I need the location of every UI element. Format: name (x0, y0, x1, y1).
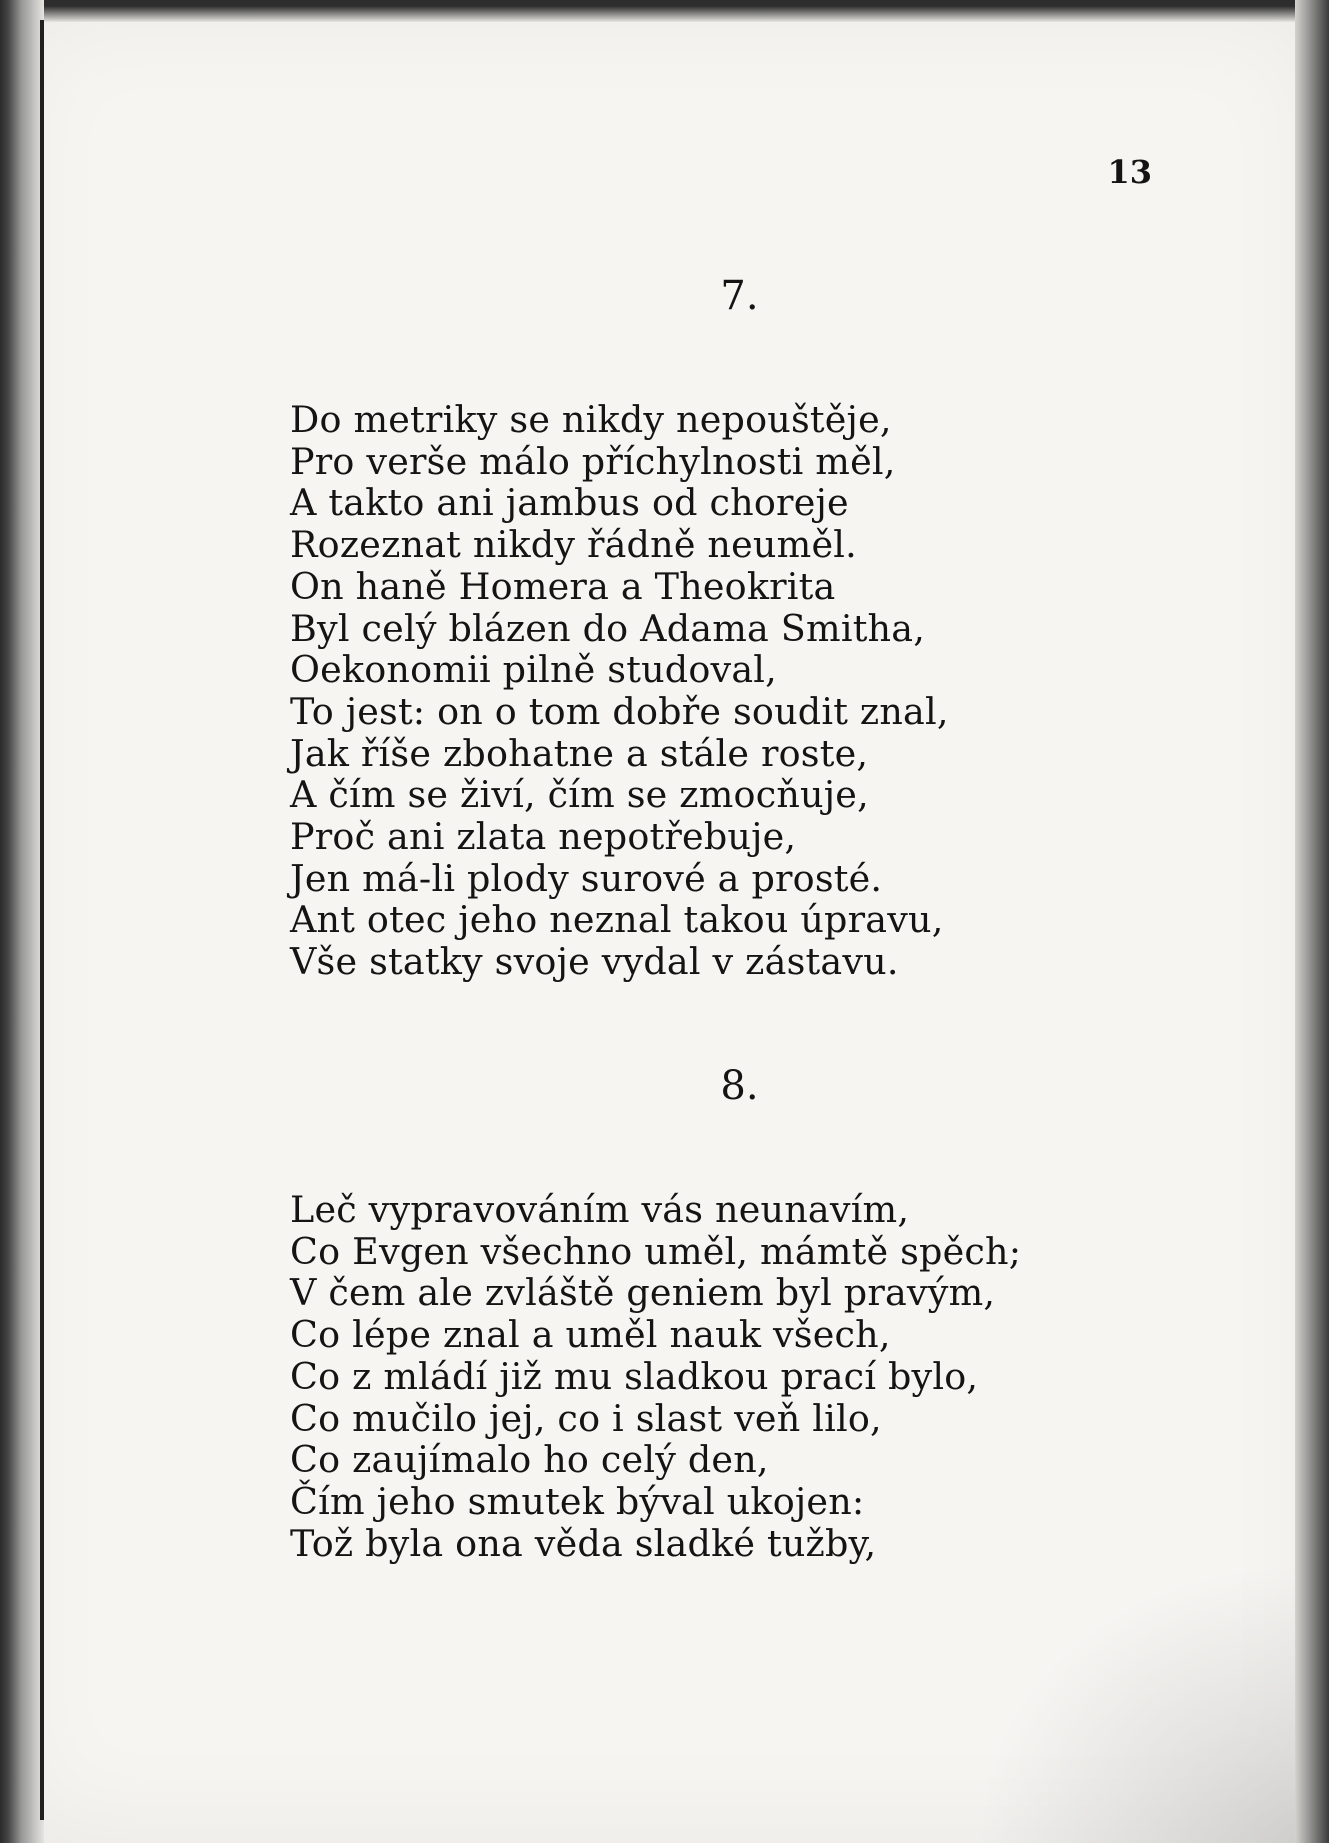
stanza-8 (290, 1189, 1050, 1564)
verse-line: Čím jeho smutek býval ukojen: (290, 1479, 865, 1523)
section-number-7: 7. (720, 273, 759, 319)
verse-line: Co zaujímalo ho celý den, (290, 1438, 769, 1482)
verse-line: A takto ani jambus od choreje (290, 481, 849, 525)
page-stain (975, 1563, 1295, 1843)
verse-line: Co z mládí již mu sladkou prací bylo, (290, 1354, 979, 1398)
verse-line: Ant otec jeho neznal takou úpravu, (290, 898, 944, 942)
verse-line: To jest: on o tom dobře soudit znal, (290, 689, 949, 733)
verse-line: Jen má-li plody surové a prosté. (290, 856, 883, 900)
verse-line: Jak říše zbohatne a stále roste, (290, 731, 869, 775)
page-top-edge (44, 0, 1329, 22)
verse-line: Oekonomii pilně studoval, (290, 648, 777, 692)
section-number-8: 8. (720, 1063, 759, 1109)
page-number: 13 (1107, 153, 1152, 191)
verse-line: V čem ale zvláště geniem byl pravým, (290, 1271, 996, 1315)
verse-line: Pro verše málo příchylnosti měl, (290, 439, 896, 483)
verse-line: Tož byla ona věda sladké tužby, (290, 1521, 877, 1565)
verse-line: Leč vypravováním vás neunavím, (290, 1188, 910, 1231)
stanza-7 (290, 399, 1050, 983)
verse-line: Byl celý blázen do Adama Smitha, (290, 606, 926, 650)
verse-line: On haně Homera a Theokrita (290, 564, 836, 608)
verse-line: Co mučilo jej, co i slast veň lilo, (290, 1396, 882, 1440)
verse-line: Vše statky svoje vydal v zástavu. (290, 940, 899, 984)
verse-line: A čím se živí, čím se zmocňuje, (290, 773, 869, 817)
verse-line: Rozeznat nikdy řádně neuměl. (290, 523, 857, 567)
verse-line: Co lépe znal a uměl nauk všech, (290, 1313, 891, 1357)
verse-line: Do metriky se nikdy nepouštěje, (290, 398, 892, 441)
verse-line: Proč ani zlata nepotřebuje, (290, 815, 797, 859)
verse-line: Co Evgen všechno uměl, mámtě spěch; (290, 1229, 1022, 1273)
